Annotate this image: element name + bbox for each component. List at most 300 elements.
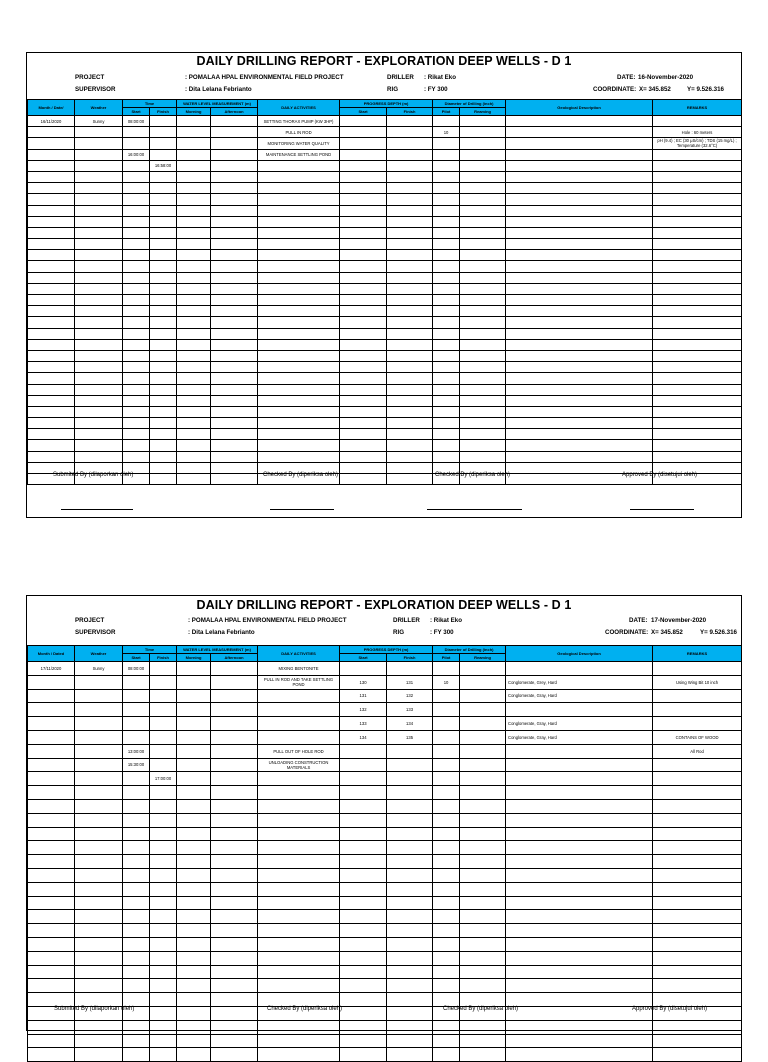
cell-activity bbox=[258, 937, 340, 951]
cell-tstart bbox=[123, 250, 150, 261]
table-row bbox=[28, 703, 742, 717]
cell-pilot bbox=[433, 451, 460, 462]
cell-geo bbox=[506, 216, 653, 227]
cell-reaming bbox=[460, 295, 506, 306]
cell-activity bbox=[258, 965, 340, 979]
cell-weather bbox=[75, 283, 123, 294]
cell-remarks bbox=[653, 183, 742, 194]
cell-afternoon bbox=[211, 250, 258, 261]
cell-date bbox=[28, 227, 75, 238]
cell-date bbox=[28, 138, 75, 149]
cell-pilot bbox=[433, 406, 460, 417]
cell-afternoon bbox=[211, 799, 258, 813]
cell-geo bbox=[506, 317, 653, 328]
cell-date bbox=[28, 896, 75, 910]
cell-weather bbox=[75, 924, 123, 938]
cell-reaming bbox=[460, 183, 506, 194]
cell-weather bbox=[75, 384, 123, 395]
cell-afternoon bbox=[211, 813, 258, 827]
cell-weather bbox=[75, 149, 123, 160]
col-header-water-level: WATER LEVEL MEASUREMENT (m) bbox=[177, 100, 258, 108]
cell-afternoon bbox=[211, 1048, 258, 1062]
cell-activity bbox=[258, 1020, 340, 1034]
table-row bbox=[28, 306, 742, 317]
cell-weather bbox=[75, 868, 123, 882]
cell-tstart bbox=[123, 194, 150, 205]
cell-pstart: 133 bbox=[340, 717, 387, 731]
cell-weather bbox=[75, 744, 123, 758]
cell-geo bbox=[506, 250, 653, 261]
cell-activity bbox=[258, 717, 340, 731]
cell-pstart bbox=[340, 937, 387, 951]
cell-tstart bbox=[123, 689, 150, 703]
cell-reaming bbox=[460, 855, 506, 869]
cell-weather bbox=[75, 451, 123, 462]
cell-pilot bbox=[433, 362, 460, 373]
coordinate-y: Y= 9.526.316 bbox=[687, 86, 724, 93]
cell-date bbox=[28, 841, 75, 855]
cell-activity bbox=[258, 772, 340, 786]
cell-pstart bbox=[340, 171, 387, 182]
col-header-water-level: WATER LEVEL MEASUREMENT (m) bbox=[177, 646, 258, 654]
table-row bbox=[28, 910, 742, 924]
cell-pfinish bbox=[387, 882, 433, 896]
col-header-progress-finish: Finish bbox=[387, 108, 433, 116]
cell-remarks bbox=[653, 813, 742, 827]
table-row bbox=[28, 730, 742, 744]
cell-morning bbox=[177, 758, 211, 772]
col-header-geological: Geological Description bbox=[506, 646, 653, 662]
col-header-progress-finish: Finish bbox=[387, 654, 433, 662]
cell-reaming bbox=[460, 937, 506, 951]
cell-pilot bbox=[433, 194, 460, 205]
cell-remarks bbox=[653, 703, 742, 717]
cell-pfinish bbox=[387, 841, 433, 855]
cell-afternoon bbox=[211, 216, 258, 227]
cell-activity bbox=[258, 216, 340, 227]
cell-afternoon bbox=[211, 406, 258, 417]
cell-remarks bbox=[653, 339, 742, 350]
cell-pilot bbox=[433, 979, 460, 993]
cell-geo bbox=[506, 261, 653, 272]
cell-weather bbox=[75, 841, 123, 855]
cell-geo bbox=[506, 194, 653, 205]
driller-value: : Rikat Eko bbox=[424, 74, 456, 81]
cell-morning bbox=[177, 1020, 211, 1034]
cell-activity: SETTING THORAX PUMP (KW 3HP) bbox=[258, 116, 340, 127]
cell-morning bbox=[177, 717, 211, 731]
cell-activity bbox=[258, 979, 340, 993]
cell-tstart bbox=[123, 261, 150, 272]
cell-activity: MONITORING WATER QUALITY bbox=[258, 138, 340, 149]
cell-pfinish bbox=[387, 868, 433, 882]
cell-remarks bbox=[653, 328, 742, 339]
cell-tfinish bbox=[150, 440, 177, 451]
cell-pstart bbox=[340, 283, 387, 294]
col-header-reaming: Reaming bbox=[460, 654, 506, 662]
cell-remarks bbox=[653, 160, 742, 171]
cell-remarks bbox=[653, 786, 742, 800]
cell-tstart bbox=[123, 171, 150, 182]
coordinate-label: COORDINATE: bbox=[593, 86, 637, 93]
cell-morning bbox=[177, 429, 211, 440]
cell-tstart bbox=[123, 951, 150, 965]
cell-pfinish bbox=[387, 758, 433, 772]
cell-reaming bbox=[460, 993, 506, 1007]
cell-date bbox=[28, 160, 75, 171]
cell-reaming bbox=[460, 1048, 506, 1062]
date-value: 16-November-2020 bbox=[638, 74, 694, 81]
supervisor-label: SUPERVISOR bbox=[75, 86, 116, 93]
cell-pfinish bbox=[387, 418, 433, 429]
supervisor-value: : Dita Lelana Febrianto bbox=[188, 629, 255, 636]
table-row bbox=[28, 868, 742, 882]
cell-activity bbox=[258, 250, 340, 261]
cell-tfinish bbox=[150, 205, 177, 216]
col-header-month: Month / Date/ bbox=[28, 100, 75, 116]
cell-activity bbox=[258, 1048, 340, 1062]
cell-pilot bbox=[433, 758, 460, 772]
cell-pfinish bbox=[387, 855, 433, 869]
cell-morning bbox=[177, 451, 211, 462]
cell-date bbox=[28, 799, 75, 813]
table-row bbox=[28, 239, 742, 250]
cell-pfinish bbox=[387, 373, 433, 384]
cell-activity bbox=[258, 339, 340, 350]
cell-morning bbox=[177, 841, 211, 855]
cell-reaming bbox=[460, 317, 506, 328]
cell-date bbox=[28, 261, 75, 272]
cell-reaming bbox=[460, 306, 506, 317]
cell-geo bbox=[506, 827, 653, 841]
cell-morning bbox=[177, 662, 211, 676]
cell-activity bbox=[258, 429, 340, 440]
cell-pfinish bbox=[387, 261, 433, 272]
cell-date bbox=[28, 1020, 75, 1034]
cell-date bbox=[28, 283, 75, 294]
cell-date bbox=[28, 813, 75, 827]
cell-geo bbox=[506, 362, 653, 373]
col-header-time-finish: Finish bbox=[150, 108, 177, 116]
cell-activity bbox=[258, 868, 340, 882]
cell-pstart bbox=[340, 1006, 387, 1020]
cell-tfinish bbox=[150, 951, 177, 965]
cell-date bbox=[28, 882, 75, 896]
cell-tfinish bbox=[150, 350, 177, 361]
table-row bbox=[28, 993, 742, 1007]
cell-weather bbox=[75, 183, 123, 194]
cell-pfinish bbox=[387, 227, 433, 238]
cell-date bbox=[28, 1048, 75, 1062]
cell-reaming bbox=[460, 662, 506, 676]
table-row bbox=[28, 440, 742, 451]
cell-pilot bbox=[433, 868, 460, 882]
cell-date: 17/11/2020 bbox=[28, 662, 75, 676]
cell-remarks bbox=[653, 662, 742, 676]
cell-pstart bbox=[340, 239, 387, 250]
cell-date bbox=[28, 758, 75, 772]
cell-date bbox=[28, 250, 75, 261]
cell-tfinish bbox=[150, 855, 177, 869]
cell-activity: MIXING BENTONITE bbox=[258, 662, 340, 676]
cell-pilot bbox=[433, 993, 460, 1007]
cell-geo bbox=[506, 924, 653, 938]
cell-afternoon bbox=[211, 675, 258, 689]
cell-geo bbox=[506, 937, 653, 951]
cell-pstart bbox=[340, 993, 387, 1007]
cell-geo bbox=[506, 183, 653, 194]
cell-remarks: All Rod bbox=[653, 744, 742, 758]
cell-date bbox=[28, 127, 75, 138]
submitted-by-label: Submited By (dilaporkan oleh) bbox=[54, 1006, 135, 1012]
cell-tstart bbox=[123, 373, 150, 384]
cell-afternoon bbox=[211, 160, 258, 171]
cell-tstart bbox=[123, 239, 150, 250]
cell-geo bbox=[506, 744, 653, 758]
table-row bbox=[28, 896, 742, 910]
cell-pstart bbox=[340, 339, 387, 350]
cell-weather bbox=[75, 772, 123, 786]
cell-morning bbox=[177, 744, 211, 758]
cell-tfinish bbox=[150, 127, 177, 138]
cell-pstart bbox=[340, 1020, 387, 1034]
cell-reaming bbox=[460, 868, 506, 882]
driller-label: DRILLER bbox=[393, 617, 420, 624]
cell-geo: Conglomerate, Gray, Hard bbox=[506, 730, 653, 744]
cell-pfinish bbox=[387, 216, 433, 227]
cell-tfinish bbox=[150, 261, 177, 272]
cell-activity bbox=[258, 317, 340, 328]
cell-weather bbox=[75, 965, 123, 979]
cell-remarks bbox=[653, 306, 742, 317]
cell-tfinish bbox=[150, 474, 177, 485]
cell-reaming bbox=[460, 744, 506, 758]
checked-by-label-1: Checked By (diperiksa oleh) bbox=[267, 1006, 343, 1012]
cell-pstart bbox=[340, 362, 387, 373]
col-header-activities: DAILY ACTIVITIES bbox=[258, 646, 340, 662]
cell-geo: Conglomerate, Gray, Hard bbox=[506, 689, 653, 703]
cell-pilot bbox=[433, 384, 460, 395]
cell-pstart bbox=[340, 373, 387, 384]
cell-afternoon bbox=[211, 306, 258, 317]
cell-remarks: Hole : 60 meters bbox=[653, 127, 742, 138]
cell-date bbox=[28, 440, 75, 451]
cell-pfinish bbox=[387, 339, 433, 350]
cell-pfinish bbox=[387, 138, 433, 149]
cell-reaming bbox=[460, 239, 506, 250]
cell-remarks bbox=[653, 239, 742, 250]
cell-afternoon bbox=[211, 429, 258, 440]
cell-pfinish bbox=[387, 965, 433, 979]
cell-activity bbox=[258, 373, 340, 384]
cell-morning bbox=[177, 951, 211, 965]
cell-reaming bbox=[460, 384, 506, 395]
cell-weather bbox=[75, 272, 123, 283]
cell-pstart bbox=[340, 462, 387, 473]
cell-reaming bbox=[460, 261, 506, 272]
cell-morning bbox=[177, 440, 211, 451]
cell-afternoon bbox=[211, 730, 258, 744]
cell-date: 16/11/2020 bbox=[28, 116, 75, 127]
cell-activity bbox=[258, 418, 340, 429]
cell-tstart bbox=[123, 440, 150, 451]
cell-pilot bbox=[433, 813, 460, 827]
cell-geo bbox=[506, 1048, 653, 1062]
cell-afternoon bbox=[211, 328, 258, 339]
cell-remarks bbox=[653, 951, 742, 965]
checked-by-label-1: Checked By (diperiksa oleh) bbox=[263, 472, 339, 478]
col-header-remarks: REMARKS bbox=[653, 100, 742, 116]
cell-pstart bbox=[340, 328, 387, 339]
cell-pilot: 10 bbox=[433, 127, 460, 138]
cell-pilot bbox=[433, 317, 460, 328]
cell-geo: Conglomerate, Gray, Hard bbox=[506, 717, 653, 731]
cell-pfinish bbox=[387, 1048, 433, 1062]
cell-pstart bbox=[340, 799, 387, 813]
cell-pfinish bbox=[387, 317, 433, 328]
cell-pstart bbox=[340, 149, 387, 160]
cell-morning bbox=[177, 703, 211, 717]
cell-pilot bbox=[433, 339, 460, 350]
cell-pstart bbox=[340, 306, 387, 317]
cell-reaming bbox=[460, 965, 506, 979]
cell-remarks bbox=[653, 924, 742, 938]
cell-pfinish: 131 bbox=[387, 675, 433, 689]
cell-tfinish bbox=[150, 183, 177, 194]
checked-by-label-2: Checked By (diperiksa oleh) bbox=[443, 1006, 519, 1012]
rig-label: RIG bbox=[393, 629, 405, 636]
cell-weather bbox=[75, 1034, 123, 1048]
cell-date bbox=[28, 827, 75, 841]
cell-date bbox=[28, 339, 75, 350]
cell-date bbox=[28, 406, 75, 417]
table-row bbox=[28, 418, 742, 429]
cell-reaming bbox=[460, 429, 506, 440]
cell-date bbox=[28, 295, 75, 306]
cell-morning bbox=[177, 328, 211, 339]
cell-afternoon bbox=[211, 317, 258, 328]
table-row bbox=[28, 283, 742, 294]
cell-pilot bbox=[433, 138, 460, 149]
table-row bbox=[28, 194, 742, 205]
cell-pilot bbox=[433, 216, 460, 227]
cell-tfinish bbox=[150, 786, 177, 800]
cell-activity bbox=[258, 306, 340, 317]
cell-reaming bbox=[460, 772, 506, 786]
cell-pstart bbox=[340, 827, 387, 841]
cell-tfinish bbox=[150, 362, 177, 373]
cell-remarks bbox=[653, 406, 742, 417]
cell-tfinish bbox=[150, 703, 177, 717]
cell-pstart bbox=[340, 965, 387, 979]
rig-value: : FY 300 bbox=[430, 629, 454, 636]
cell-morning bbox=[177, 149, 211, 160]
cell-tfinish bbox=[150, 896, 177, 910]
table-row bbox=[28, 384, 742, 395]
cell-tstart bbox=[123, 272, 150, 283]
cell-date bbox=[28, 429, 75, 440]
cell-reaming bbox=[460, 717, 506, 731]
cell-pilot bbox=[433, 227, 460, 238]
cell-tstart bbox=[123, 339, 150, 350]
table-row bbox=[28, 758, 742, 772]
cell-remarks bbox=[653, 451, 742, 462]
cell-pfinish bbox=[387, 1020, 433, 1034]
cell-pilot bbox=[433, 951, 460, 965]
cell-geo bbox=[506, 1034, 653, 1048]
supervisor-label: SUPERVISOR bbox=[75, 629, 116, 636]
cell-afternoon bbox=[211, 979, 258, 993]
cell-reaming bbox=[460, 841, 506, 855]
cell-date bbox=[28, 194, 75, 205]
cell-geo bbox=[506, 910, 653, 924]
cell-pstart bbox=[340, 979, 387, 993]
cell-weather bbox=[75, 194, 123, 205]
cell-activity bbox=[258, 827, 340, 841]
cell-reaming bbox=[460, 951, 506, 965]
drilling-log-table bbox=[27, 645, 742, 1062]
cell-pfinish bbox=[387, 272, 433, 283]
cell-morning bbox=[177, 474, 211, 485]
cell-pstart: 134 bbox=[340, 730, 387, 744]
cell-pstart bbox=[340, 384, 387, 395]
cell-morning bbox=[177, 384, 211, 395]
cell-tfinish: 16:58:00 bbox=[150, 160, 177, 171]
cell-date bbox=[28, 855, 75, 869]
table-row bbox=[28, 429, 742, 440]
cell-pilot bbox=[433, 328, 460, 339]
cell-remarks bbox=[653, 227, 742, 238]
col-header-time-start: Start bbox=[123, 108, 150, 116]
cell-activity bbox=[258, 362, 340, 373]
cell-geo bbox=[506, 662, 653, 676]
cell-weather bbox=[75, 910, 123, 924]
cell-weather bbox=[75, 362, 123, 373]
cell-activity bbox=[258, 350, 340, 361]
cell-morning bbox=[177, 813, 211, 827]
cell-morning bbox=[177, 205, 211, 216]
cell-activity bbox=[258, 841, 340, 855]
col-header-pilot: Pilot bbox=[433, 654, 460, 662]
cell-activity bbox=[258, 951, 340, 965]
cell-reaming bbox=[460, 272, 506, 283]
cell-pfinish bbox=[387, 429, 433, 440]
cell-morning bbox=[177, 965, 211, 979]
cell-tstart bbox=[123, 1020, 150, 1034]
cell-activity bbox=[258, 451, 340, 462]
cell-geo bbox=[506, 868, 653, 882]
table-row bbox=[28, 882, 742, 896]
cell-tfinish bbox=[150, 418, 177, 429]
cell-tstart bbox=[123, 1034, 150, 1048]
table-row bbox=[28, 339, 742, 350]
cell-morning bbox=[177, 462, 211, 473]
cell-remarks bbox=[653, 350, 742, 361]
cell-morning bbox=[177, 362, 211, 373]
cell-geo bbox=[506, 429, 653, 440]
table-row bbox=[28, 317, 742, 328]
cell-remarks bbox=[653, 418, 742, 429]
cell-afternoon bbox=[211, 194, 258, 205]
checked-by-label-2: Checked By (diperiksa oleh) bbox=[435, 472, 511, 478]
cell-tstart bbox=[123, 183, 150, 194]
cell-afternoon bbox=[211, 295, 258, 306]
cell-pfinish bbox=[387, 462, 433, 473]
cell-afternoon bbox=[211, 868, 258, 882]
cell-pfinish bbox=[387, 1006, 433, 1020]
cell-reaming bbox=[460, 703, 506, 717]
cell-tfinish bbox=[150, 395, 177, 406]
